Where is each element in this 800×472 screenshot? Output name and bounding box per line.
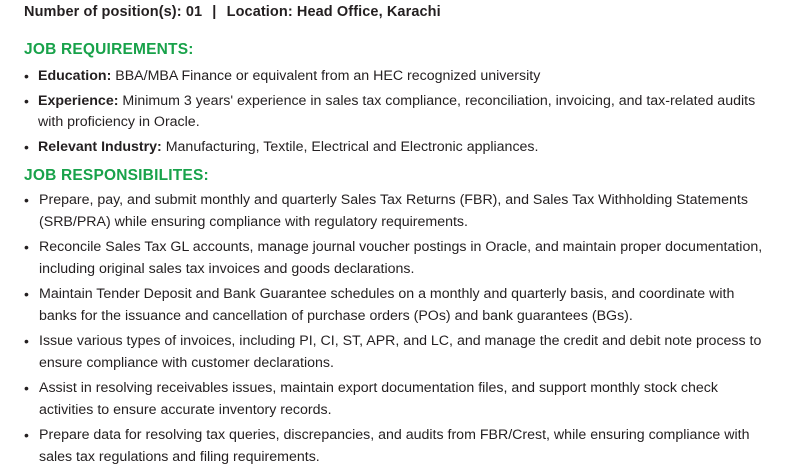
position-header: [24, 4, 441, 20]
location-value: Head Office, Karachi: [296, 4, 441, 20]
list-item-text: Prepare, pay, and submit monthly and quarterly Sales Tax Returns (FBR), and Sales Tax Withholding Statements (SRB/PRA) while ensuring compliance with regulatory requirements.: [39, 192, 748, 230]
list-item-text: Issue various types of invoices, including PI, CI, ST, APR, and LC, and manage the credit and debit note process to ensure compliance with customer declarations.: [39, 333, 762, 371]
list-item-label: Education:: [38, 68, 112, 84]
list-item: [24, 190, 764, 233]
list-item: [24, 137, 764, 159]
list-item-text: Maintain Tender Deposit and Bank Guarantee schedules on a monthly and quarterly basis, and coordinate with banks for the issuance and cancellation of purchase orders (POs) and bank guarantees (BGs).: [39, 286, 735, 324]
list-item: [24, 284, 764, 327]
list-item: [24, 425, 764, 468]
list-item-text: Reconcile Sales Tax GL accounts, manage journal voucher postings in Oracle, and maintain proper documentation, including original sales tax invoices and goods declarations.: [39, 239, 763, 277]
list-item-label: Relevant Industry:: [38, 138, 162, 155]
positions-label: Number of position(s):: [24, 4, 182, 20]
list-item-text: Minimum 3 years' experience in sales tax compliance, reconciliation, invoicing, and tax-related audits with proficiency in Oracle.: [38, 92, 756, 130]
list-item-text: Prepare data for resolving tax queries, discrepancies, and audits from FBR/Crest, while ensuring compliance with sales tax regulations and filing requirements.: [39, 427, 750, 465]
job-responsibilities-list: [24, 190, 764, 472]
header-separator: |: [212, 4, 217, 20]
list-item: [24, 378, 764, 421]
list-item-text: BBA/MBA Finance or equivalent from an HEC recognized university: [111, 68, 541, 84]
list-item: [24, 237, 764, 280]
location-label: Location:: [226, 4, 293, 20]
list-item: [24, 331, 764, 374]
list-item-text: Assist in resolving receivables issues, maintain export documentation files, and support monthly stock check activities to ensure accurate inventory records.: [39, 380, 718, 418]
list-item-label: Experience:: [38, 92, 119, 109]
list-item-text: Manufacturing, Textile, Electrical and Electronic appliances.: [161, 138, 539, 155]
job-requirements-title: JOB REQUIREMENTS:: [24, 41, 194, 58]
positions-value: 01: [185, 4, 203, 20]
job-requirements-list: [24, 66, 764, 161]
job-responsibilities-title: JOB RESPONSIBILITES:: [24, 167, 209, 184]
list-item: [24, 66, 764, 88]
list-item: [24, 91, 764, 134]
